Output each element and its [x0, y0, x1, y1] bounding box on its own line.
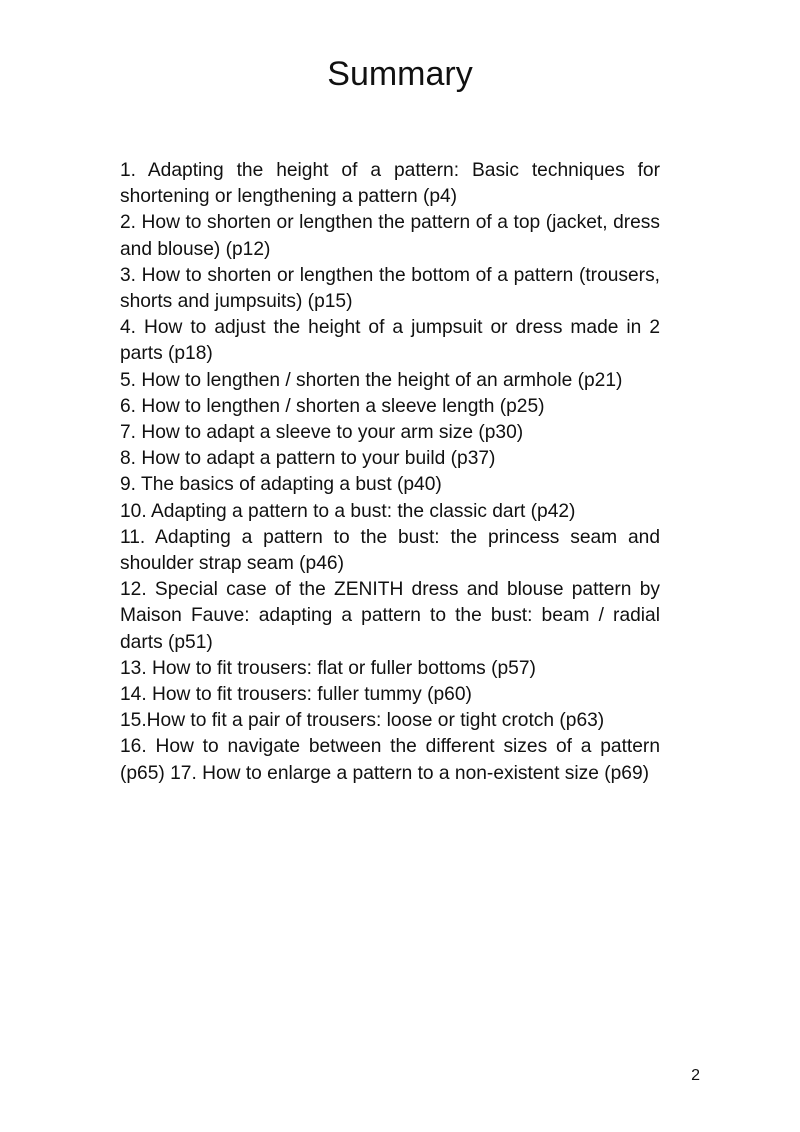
toc-entry: 2. How to shorten or lengthen the pattern of a top (jacket, dress and blouse) (p12): [120, 212, 660, 260]
toc-entry: 7. How to adapt a sleeve to your arm size (p30): [120, 422, 524, 444]
toc-entry: 9. The basics of adapting a bust (p40): [120, 474, 442, 496]
toc-entry: 12. Special case of the ZENITH dress and blouse pattern by Maison Fauve: adapting a pattern to the bust: beam / radial darts (p51): [120, 579, 660, 653]
toc-entry: 5. How to lengthen / shorten the height of an armhole (p21): [120, 369, 623, 391]
toc-entry: 4. How to adjust the height of a jumpsuit or dress made in 2 parts (p18): [120, 317, 660, 365]
toc-entry: 8. How to adapt a pattern to your build (p37): [120, 448, 496, 470]
table-of-contents: [120, 158, 660, 787]
toc-entry: 14. How to fit trousers: fuller tummy (p60): [120, 684, 472, 706]
toc-entry: 6. How to lengthen / shorten a sleeve length (p25): [120, 395, 545, 417]
page-title: Summary: [327, 55, 473, 93]
toc-entry: 16. How to navigate between the different sizes of a pattern (p65) 17. How to enlarge a pattern to a non-existent size (p69): [120, 736, 660, 784]
toc-entry: 10. Adapting a pattern to a bust: the classic dart (p42): [120, 500, 576, 522]
toc-entry: 13. How to fit trousers: flat or fuller bottoms (p57): [120, 657, 536, 679]
toc-entry: 3. How to shorten or lengthen the bottom of a pattern (trousers, shorts and jumpsuits) (p15): [120, 264, 660, 313]
page-number: 2: [691, 1067, 700, 1084]
toc-entry: 1. Adapting the height of a pattern: Basic techniques for shortening or lengthening a pattern (p4): [120, 160, 660, 208]
toc-entry: 11. Adapting a pattern to the bust: the princess seam and shoulder strap seam (p46): [120, 526, 660, 575]
toc-entry: 15.How to fit a pair of trousers: loose or tight crotch (p63): [120, 710, 605, 732]
